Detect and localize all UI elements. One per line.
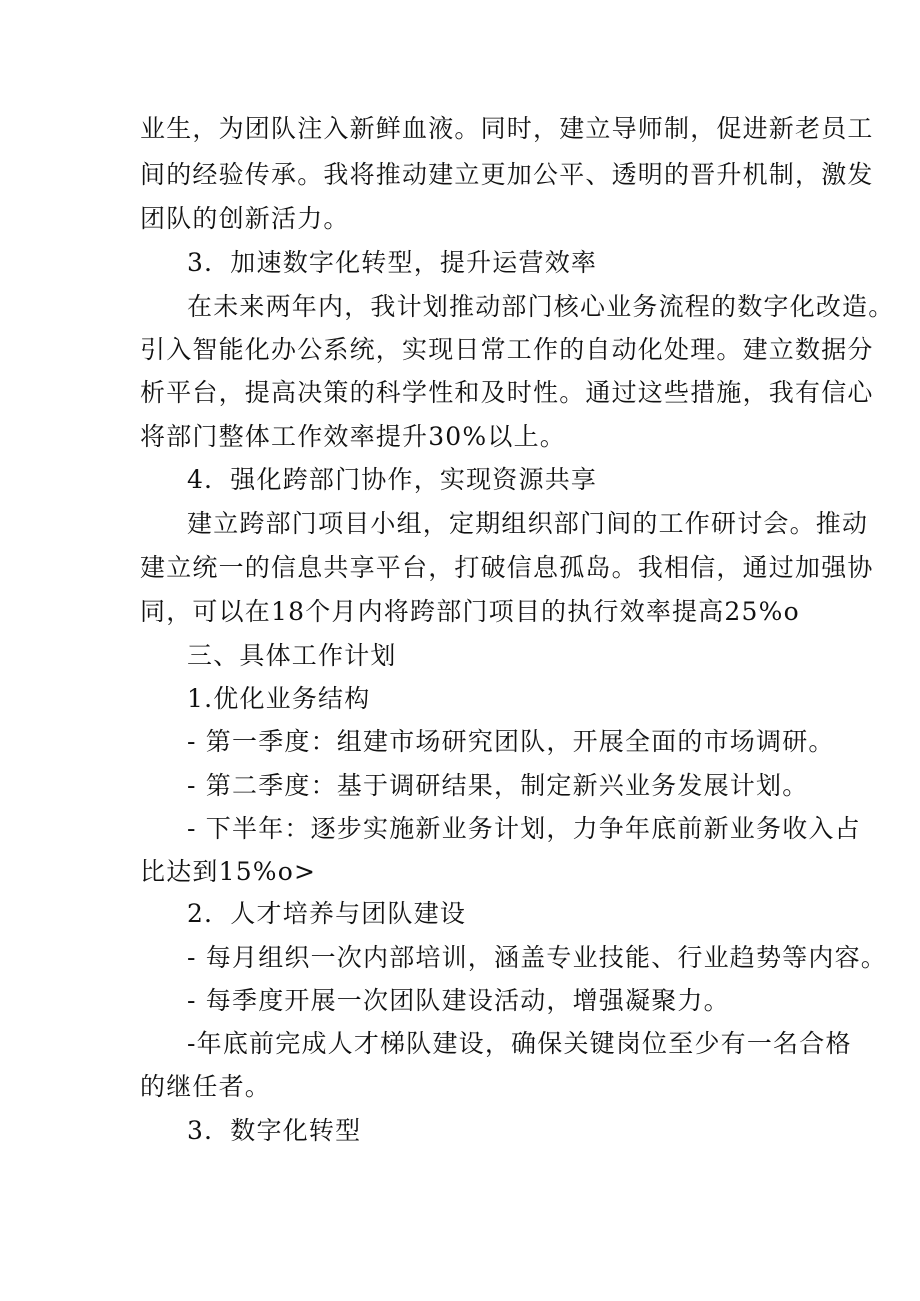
text-line: 将部门整体工作效率提升30%以上。 bbox=[140, 422, 566, 451]
text-line: 的继任者。 bbox=[140, 1072, 272, 1101]
text-line: 比达到15%o> bbox=[140, 857, 317, 886]
text-line: 建立跨部门项目小组，定期组织部门间的工作研讨会。推动 bbox=[187, 509, 869, 538]
text-line: 引入智能化办公系统，实现日常工作的自动化处理。建立数据分 bbox=[140, 335, 874, 364]
text-line: 在未来两年内，我计划推动部门核心业务流程的数字化改造。 bbox=[187, 292, 895, 321]
list-item: - 每季度开展一次团队建设活动，增强凝聚力。 bbox=[187, 986, 730, 1015]
list-item: - 第一季度：组建市场研究团队，开展全面的市场调研。 bbox=[187, 727, 835, 756]
text-line: 团队的创新活力。 bbox=[140, 204, 350, 233]
section-heading: 三、具体工作计划 bbox=[187, 641, 397, 670]
text-line: 业生，为团队注入新鲜血液。同时，建立导师制，促进新老员工 bbox=[140, 114, 874, 143]
text-line: 间的经验传承。我将推动建立更加公平、透明的晋升机制，激发 bbox=[140, 160, 874, 189]
list-item: - 下半年：逐步实施新业务计划，力争年底前新业务收入占 bbox=[187, 814, 861, 843]
list-item: - 每月组织一次内部培训，涵盖专业技能、行业趋势等内容。 bbox=[187, 943, 887, 972]
list-item: - 第二季度：基于调研结果，制定新兴业务发展计划。 bbox=[187, 771, 809, 800]
text-line: 建立统一的信息共享平台，打破信息孤岛。我相信，通过加强协 bbox=[140, 553, 874, 582]
text-line: 同，可以在18个月内将跨部门项目的执行效率提高25%o bbox=[140, 597, 800, 626]
section-heading: 3．加速数字化转型，提升运营效率 bbox=[187, 248, 598, 277]
subsection-heading: 2．人才培养与团队建设 bbox=[187, 899, 467, 928]
subsection-heading: 1.优化业务结构 bbox=[187, 684, 371, 713]
text-line: 析平台，提高决策的科学性和及时性。通过这些措施，我有信心 bbox=[140, 378, 874, 407]
subsection-heading: 3．数字化转型 bbox=[187, 1116, 362, 1145]
list-item: -年底前完成人才梯队建设，确保关键岗位至少有一名合格 bbox=[187, 1029, 852, 1058]
section-heading: 4．强化跨部门协作，实现资源共享 bbox=[187, 465, 598, 494]
